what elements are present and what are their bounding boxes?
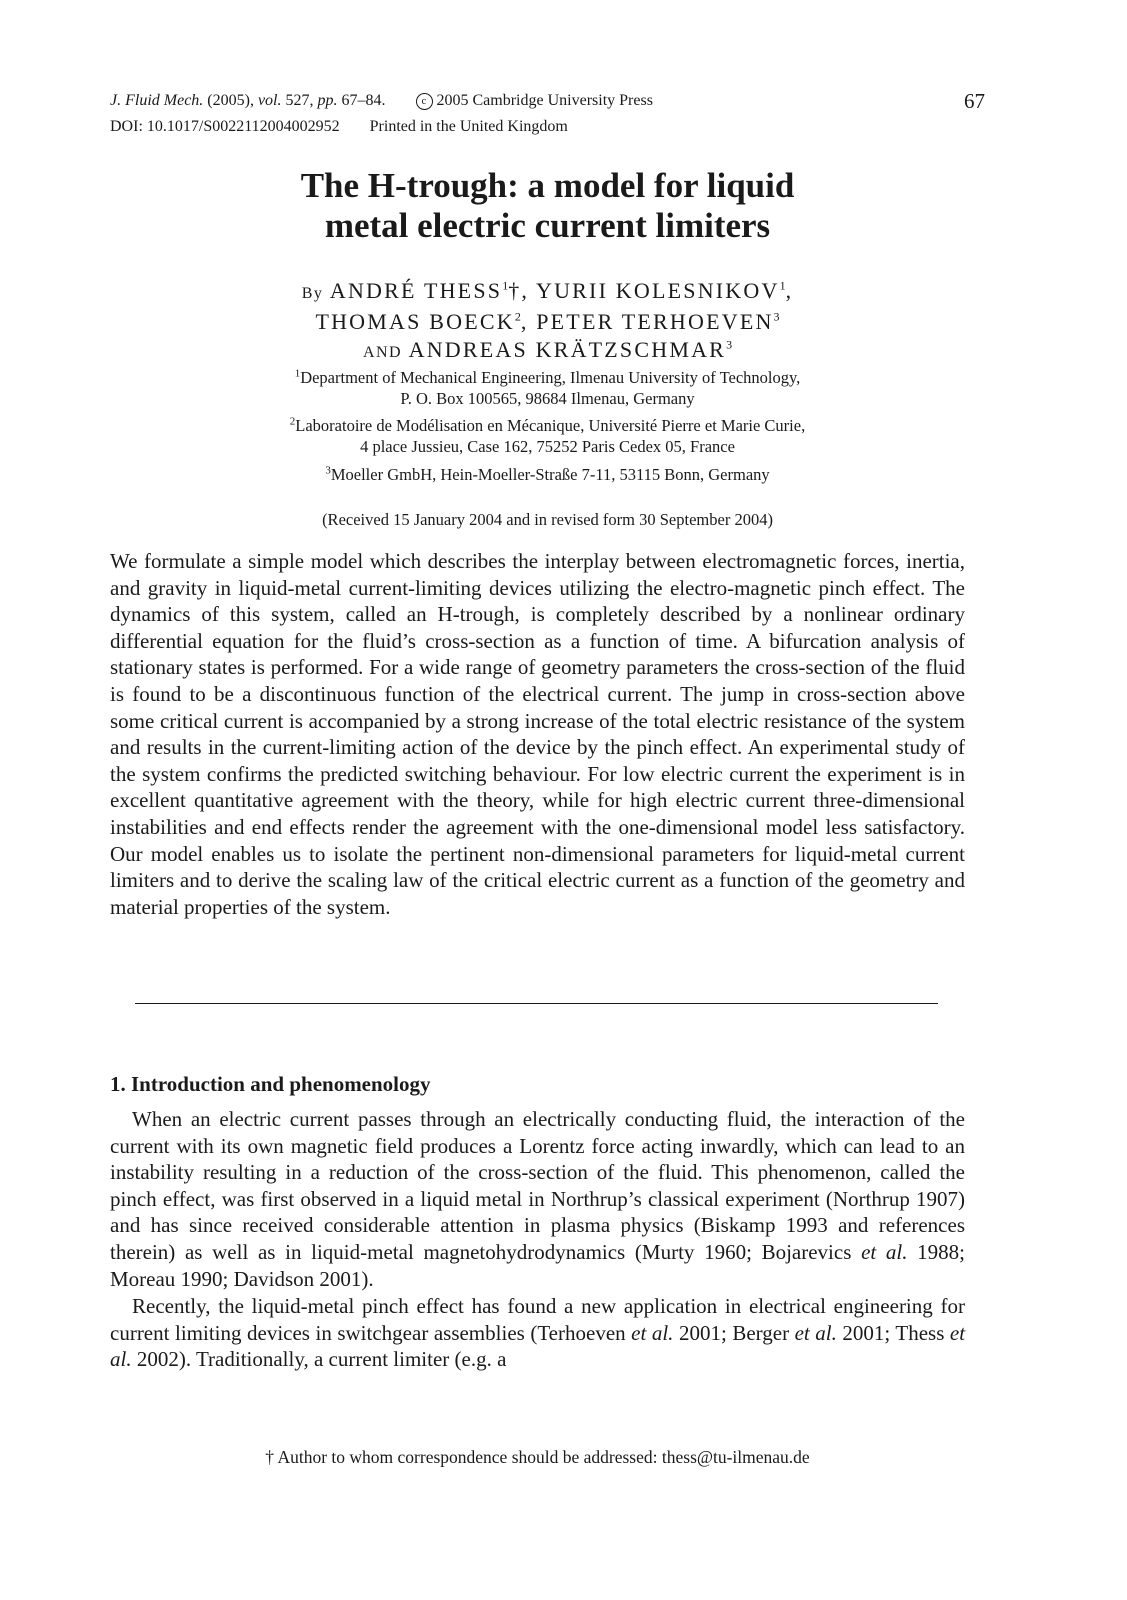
journal-header <box>110 91 985 111</box>
volume-label: vol. <box>257 92 282 109</box>
author-boeck-affiliation-mark: 2 <box>514 309 521 324</box>
printed-in: Printed in the United Kingdom <box>369 118 568 135</box>
volume-number: 527, <box>285 92 314 109</box>
author-terhoeven-affiliation-mark: 3 <box>773 309 780 324</box>
doi: DOI: 10.1017/S0022112004002952 <box>110 118 340 135</box>
affiliation-mark: 2 <box>289 415 296 428</box>
page-number: 67 <box>964 89 985 113</box>
author-thess-affiliation-mark: 1 <box>502 278 509 293</box>
copyright-text: 2005 Cambridge University Press <box>436 92 653 109</box>
affiliation-line: P. O. Box 100565, 98684 Ilmenau, Germany <box>400 389 695 408</box>
affiliation-2 <box>110 415 985 457</box>
affiliation-mark: 3 <box>325 464 331 477</box>
page-range: 67–84. <box>341 92 386 109</box>
journal-year: (2005), <box>207 92 254 109</box>
section-heading: 1. Introduction and phenomenology <box>110 1072 431 1096</box>
paper-title <box>110 166 985 246</box>
abstract: We formulate a simple model which describes the interplay between electromagnetic forces, inertia, and gravity in liquid-metal current-limiting devices utilizing the electro-magnetic pinch effect. The dynamics of this system, called an H-trough, is completely described by a nonlinear ordinary differential equation for the fluid’s cross-section as a function of time. A bifurcation analysis of stationary states is performed. For a wide range of geometry parameters the cross-section of the fluid is found to be a discontinuous function of the electrical current. The jump in cross-section above some critical current is accompanied by a strong increase of the total electric resistance of the system and results in the current-limiting action of the device by the pinch effect. An experimental study of the system confirms the predicted switching behaviour. For low electric current the experiment is in excellent quantitative agreement with the theory, while for high electric current three-dimensional instabilities and end effects render the agreement with the one-dimensional model less satisfactory. Our model enables us to isolate the pertinent non-dimensional parameters for liquid-metal current limiters and to derive the scaling law of the critical electric current as a function of the geometry and material properties of the system. <box>110 549 965 919</box>
author-kolesnikov: YURII KOLESNIKOV <box>536 278 780 303</box>
paragraph-1: When an electric current passes through an electrically conducting fluid, the interaction of the current with its own magnetic field produces a Lorentz force acting inwardly, which can lead to an instability resulting in a reduction of the cross-section of the fluid. This phenomenon, called the pinch effect, was first observed in a liquid metal in Northrup’s classical experiment (Northrup 1907) and has since received considerable attention in plasma physics (Biskamp 1993 and references therein) as well as in liquid-metal magnetohydrodynamics (Murty 1960; Bojarevics et al. 1988; Moreau 1990; Davidson 2001). <box>110 1107 965 1291</box>
affiliation-mark: 1 <box>294 367 301 380</box>
author-list: By ANDRÉ THESS$^1$†, YURII KOLESNIKOV$^1$, THOMAS BOECK$^2$, PETER TERHOEVEN$^3$ AND ANDREAS KRÄTZSCHMAR$^3$ <box>301 278 794 362</box>
title-line-2: metal electric current limiters <box>324 206 771 245</box>
author-kratzschmar-affiliation-mark: 3 <box>726 337 733 352</box>
footnote: † Author to whom correspondence should be addressed: thess@tu-ilmenau.de <box>265 1447 810 1467</box>
affiliation-line: Moeller GmbH, Hein-Moeller-Straße 7-11, 53115 Bonn, Germany <box>330 465 770 484</box>
pages-label: pp. <box>317 92 338 109</box>
author-kolesnikov-affiliation-mark: 1 <box>779 278 786 293</box>
paragraph-2: Recently, the liquid-metal pinch effect has found a new application in electrical engineering for current limiting devices in switchgear assemblies (Terhoeven et al. 2001; Berger et al. 2001; Thess et al. 2002). Traditionally, a current limiter (e.g. a <box>110 1294 966 1372</box>
section-body <box>110 1106 965 1373</box>
author-thess: ANDRÉ THESS <box>329 278 503 303</box>
author-boeck: THOMAS BOECK <box>315 309 515 334</box>
by-label: By <box>301 285 324 302</box>
received-dates: (Received 15 January 2004 and in revised form 30 September 2004) <box>322 510 773 529</box>
journal-name: J. Fluid Mech. <box>110 92 204 109</box>
doi-line <box>110 117 985 137</box>
affiliation-line: Department of Mechanical Engineering, Ilmenau University of Technology, <box>300 368 801 387</box>
affiliation-line: 4 place Jussieu, Case 162, 75252 Paris Cedex 05, France <box>360 437 735 456</box>
author-terhoeven: PETER TERHOEVEN <box>536 309 774 334</box>
affiliation-line: Laboratoire de Modélisation en Mécanique, Université Pierre et Marie Curie, <box>295 416 806 435</box>
copyright-icon: c <box>416 93 433 110</box>
author-kratzschmar: ANDREAS KRÄTZSCHMAR <box>408 337 727 362</box>
affiliation-1 <box>110 367 985 409</box>
corresponding-dagger: †, <box>508 278 530 303</box>
title-line-1: The H-trough: a model for liquid <box>300 166 795 205</box>
affiliation-3 <box>110 464 985 485</box>
and-label: AND <box>362 344 403 361</box>
abstract-divider <box>135 1003 938 1004</box>
